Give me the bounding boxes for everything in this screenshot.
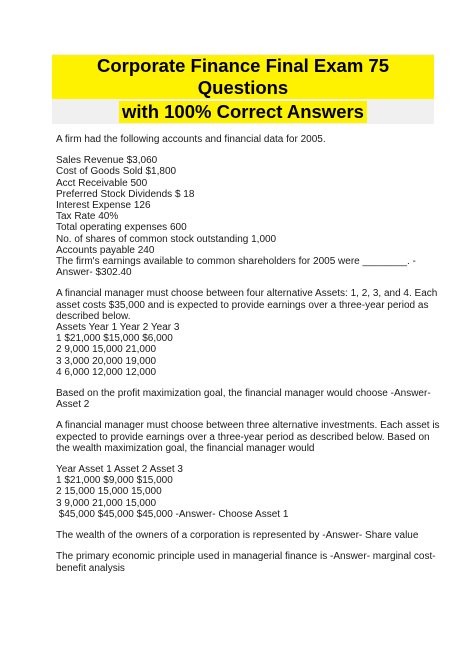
question-text: Based on the profit maximization goal, the financial manager would choose -Answer-	[56, 388, 431, 400]
data-line: Accounts payable 240	[56, 244, 155, 256]
answer-text: Answer- $302.40	[56, 267, 132, 279]
table-row: Assets Year 1 Year 2 Year 3	[56, 322, 180, 334]
title-band	[52, 54, 434, 100]
answer-text: $45,000 $45,000 $45,000 -Answer- Choose Asset 1	[56, 508, 289, 520]
question-text: the wealth maximization goal, the financial manager would	[56, 442, 315, 454]
document-body	[56, 134, 440, 574]
question-5	[56, 530, 430, 541]
document-page	[0, 54, 474, 667]
data-line: Interest Expense 126	[56, 200, 151, 212]
data-line: Cost of Goods Sold $1,800	[56, 166, 177, 178]
question-6	[56, 551, 436, 574]
question-1	[56, 155, 430, 278]
table-row: 4 6,000 12,000 12,000	[56, 366, 157, 378]
title-line-2: with 100% Correct Answers	[119, 101, 367, 123]
question-4-table	[56, 464, 430, 520]
data-line: Total operating expenses 600	[56, 222, 187, 234]
question-text: The primary economic principle used in managerial finance is -Answer- marginal cost-	[56, 551, 436, 563]
question-text: A financial manager must choose between three alternative investments. Each asset is	[56, 420, 440, 432]
title-band	[52, 100, 434, 124]
question-4	[56, 420, 440, 454]
answer-text: benefit analysis	[56, 562, 125, 574]
table-row: 1 $21,000 $9,000 $15,000	[56, 475, 173, 487]
page-title	[56, 54, 430, 124]
question-text: The wealth of the owners of a corporation is represented by -Answer- Share value	[56, 530, 419, 542]
table-row: 1 $21,000 $15,000 $6,000	[56, 333, 173, 345]
data-line: Acct Receivable 500	[56, 177, 148, 189]
title-line-1: Corporate Finance Final Exam 75 Questions	[52, 55, 434, 99]
table-row: 3 3,000 20,000 19,000	[56, 355, 157, 367]
table-row: Year Asset 1 Asset 2 Asset 3	[56, 464, 183, 476]
table-row: 2 9,000 15,000 21,000	[56, 344, 157, 356]
data-line: Sales Revenue $3,060	[56, 155, 158, 167]
question-text: asset costs $35,000 and is expected to provide earnings over a three-year period as	[56, 299, 429, 311]
answer-text: Asset 2	[56, 399, 90, 411]
question-text: The firm's earnings available to common shareholders for 2005 were ________. -	[56, 256, 416, 268]
question-3	[56, 388, 430, 410]
question-text: A financial manager must choose between four alternative Assets: 1, 2, 3, and 4. Each	[56, 288, 438, 300]
table-row: 2 15,000 15,000 15,000	[56, 486, 162, 498]
data-line: No. of shares of common stock outstanding 1,000	[56, 233, 277, 245]
table-row: 3 9,000 21,000 15,000	[56, 497, 157, 509]
data-line: Tax Rate 40%	[56, 211, 119, 223]
question-text: expected to provide earnings over a three-year period as described below. Based on	[56, 431, 430, 443]
question-1-intro: A firm had the following accounts and financial data for 2005.	[56, 134, 326, 145]
data-line: Preferred Stock Dividends $ 18	[56, 188, 195, 200]
question-2	[56, 288, 438, 378]
question-text: described below.	[56, 310, 131, 322]
